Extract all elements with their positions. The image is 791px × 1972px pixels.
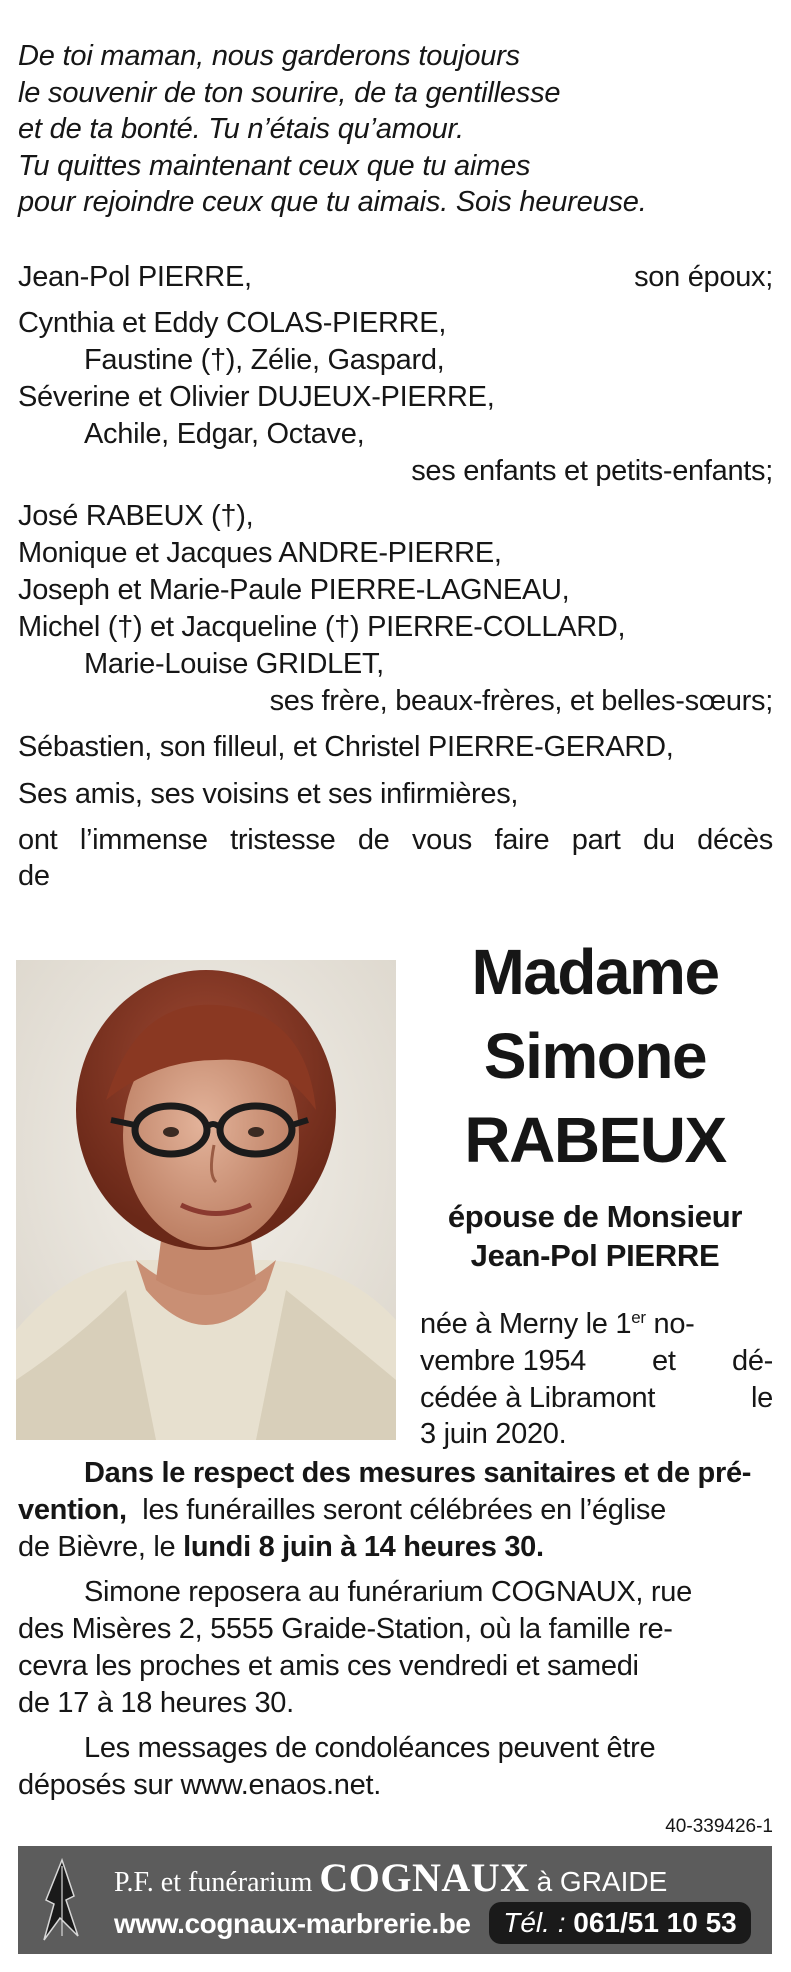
funeral-home-banner xyxy=(18,1846,772,1954)
family-line: Achile, Edgar, Octave, xyxy=(84,418,365,450)
condolences-line: déposés sur www.enaos.net. xyxy=(18,1769,381,1801)
quill-logo-icon xyxy=(32,1856,90,1946)
friends-line: Ses amis, ses voisins et ses infirmières, xyxy=(18,778,519,810)
announce-line: ont l’immense tristesse de vous faire part du décès xyxy=(18,824,773,856)
family-line: Faustine (†), Zélie, Gaspard, xyxy=(84,344,445,376)
spouse-role: son époux; xyxy=(634,261,773,293)
funeral-notice-bold: vention, xyxy=(18,1494,127,1526)
announce-line: de xyxy=(18,860,50,892)
family-line: Cynthia et Eddy COLAS-PIERRE, xyxy=(18,307,447,339)
deceased-last-name: RABEUX xyxy=(464,1104,726,1176)
visitation-line: des Misères 2, 5555 Graide-Station, où la famille re- xyxy=(18,1613,673,1645)
spouse-of-line: épouse de Monsieur xyxy=(447,1199,743,1234)
death-text: cédée à Libramont xyxy=(420,1382,656,1414)
family-line: Joseph et Marie-Paule PIERRE-LAGNEAU, xyxy=(18,574,570,606)
birth-line xyxy=(420,1306,695,1342)
poem-line: le souvenir de ton sourire, de ta gentillesse xyxy=(18,77,561,109)
spouse-of-name: Jean-Pol PIERRE xyxy=(470,1238,720,1273)
spouse-name: Jean-Pol PIERRE, xyxy=(18,261,252,293)
funeral-date: lundi 8 juin à 14 heures 30. xyxy=(183,1531,544,1563)
birth-text: no- xyxy=(645,1308,695,1340)
birth-text: née à Merny le 1 xyxy=(420,1308,632,1340)
death-text: le xyxy=(751,1382,773,1414)
phone-label: Tél. : xyxy=(503,1907,566,1938)
poem-line: De toi maman, nous garderons toujours xyxy=(18,40,520,72)
death-date: 3 juin 2020. xyxy=(420,1418,567,1450)
poem-line: Tu quittes maintenant ceux que tu aimes xyxy=(18,150,531,182)
reference-number: 40-339426-1 xyxy=(665,1816,773,1837)
deceased-first-name: Simone xyxy=(483,1020,707,1092)
portrait-photo xyxy=(16,960,396,1440)
banner-pf: P.F. et funérarium xyxy=(114,1867,313,1898)
family-line: Séverine et Olivier DUJEUX-PIERRE, xyxy=(18,381,495,413)
condolences-line: Les messages de condoléances peuvent être xyxy=(84,1732,656,1764)
poem-line: et de ta bonté. Tu n’étais qu’amour. xyxy=(18,113,464,145)
website-link[interactable]: www.cognaux-marbrerie.be xyxy=(114,1908,471,1939)
birth-text: et xyxy=(652,1345,676,1377)
phone-box[interactable] xyxy=(489,1902,751,1944)
birth-text: vembre 1954 xyxy=(420,1345,586,1377)
birth-text: dé- xyxy=(731,1345,773,1377)
funeral-text: de Bièvre, le xyxy=(18,1531,184,1563)
deceased-title: Madame xyxy=(471,936,719,1008)
family-line: Monique et Jacques ANDRE-PIERRE, xyxy=(18,537,502,569)
visitation-line: Simone reposera au funérarium COGNAUX, rue xyxy=(84,1576,692,1608)
poem-line: pour rejoindre ceux que tu aimais. Sois heureuse. xyxy=(18,186,647,218)
siblings-role: ses frère, beaux-frères, et belles-sœurs; xyxy=(269,685,773,717)
portrait-illustration xyxy=(16,960,396,1440)
godson-line: Sébastien, son filleul, et Christel PIERRE-GERARD, xyxy=(18,731,674,763)
banner-brand: COGNAUX xyxy=(319,1855,530,1900)
phone-number: 061/51 10 53 xyxy=(573,1907,737,1938)
visitation-line: de 17 à 18 heures 30. xyxy=(18,1687,294,1719)
visitation-line: cevra les proches et amis ces vendredi et samedi xyxy=(18,1650,639,1682)
family-line: Michel (†) et Jacqueline (†) PIERRE-COLLARD, xyxy=(18,611,626,643)
funeral-notice-bold: Dans le respect des mesures sanitaires et de pré- xyxy=(84,1457,752,1489)
birth-ordinal: er xyxy=(631,1308,646,1327)
funeral-text: les funérailles seront célébrées en l’église xyxy=(142,1494,666,1526)
funeral-line xyxy=(18,1492,666,1528)
banner-title xyxy=(114,1855,668,1901)
family-line: José RABEUX (†), xyxy=(18,500,254,532)
family-line: Marie-Louise GRIDLET, xyxy=(84,648,384,680)
banner-location: à GRAIDE xyxy=(536,1866,668,1897)
children-role: ses enfants et petits-enfants; xyxy=(411,455,773,487)
funeral-line xyxy=(18,1529,544,1565)
